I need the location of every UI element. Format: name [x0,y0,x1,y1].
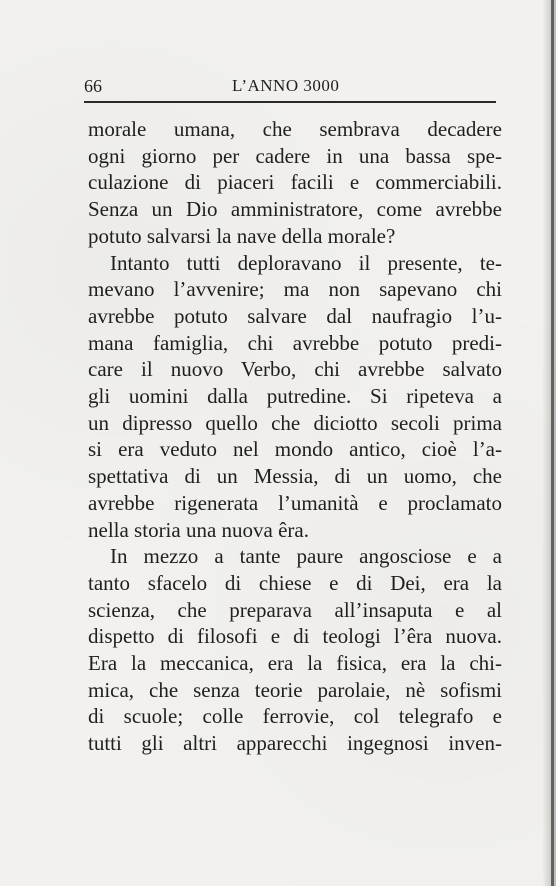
text-line: un dipresso quello che diciotto secoli prima [88,410,502,435]
text-line: culazione di piaceri facili e commerciabili. [88,170,502,195]
text-line: care il nuovo Verbo, chi avrebbe salvato [88,357,502,382]
text-line: ogni giorno per cadere in una bassa spe- [88,143,502,168]
header-rule [84,101,496,103]
text-line: gli uomini dalla putredine. Si ripeteva a [88,384,502,409]
text-line: Senza un Dio amministratore, come avrebbe [88,197,502,222]
running-title: L’ANNO 3000 [232,76,340,95]
text-line: morale umana, che sembrava decadere [88,117,502,141]
page-number: 66 [84,76,102,96]
text-line: nella storia una nuova êra. [88,517,309,542]
page-header [84,74,494,98]
text-line: spettativa di un Messia, di un uomo, che [88,464,502,489]
page-edge-line [551,0,554,886]
text-line: di scuole; colle ferrovie, col telegrafo e [88,704,502,729]
text-line: potuto salvarsi la nave della morale? [88,223,396,248]
text-line: avrebbe potuto salvare dal naufragio l’u- [88,303,502,328]
body-text [88,116,502,757]
text-line: scienza, che preparava all’insaputa e al [88,597,502,622]
text-line: si era veduto nel mondo antico, cioè l’a- [88,437,502,462]
text-line: mevano l’avvenire; ma non sapevano chi [88,277,502,302]
text-line: mana famiglia, chi avrebbe potuto predi- [88,330,502,355]
text-line: dispetto di filosofi e di teologi l’êra nuova. [88,624,502,649]
text-line: mica, che senza teorie parolaie, nè sofismi [88,677,502,702]
text-line: avrebbe rigenerata l’umanità e proclamato [88,490,502,515]
text-line: In mezzo a tante paure angosciose e a [110,544,502,569]
text-line: Era la meccanica, era la fisica, era la chi- [88,651,502,676]
text-line: tanto sfacelo di chiese e di Dei, era la [88,570,502,595]
text-line: tutti gli altri apparecchi ingegnosi inven- [88,731,502,756]
text-line: Intanto tutti deploravano il presente, te- [110,250,502,275]
